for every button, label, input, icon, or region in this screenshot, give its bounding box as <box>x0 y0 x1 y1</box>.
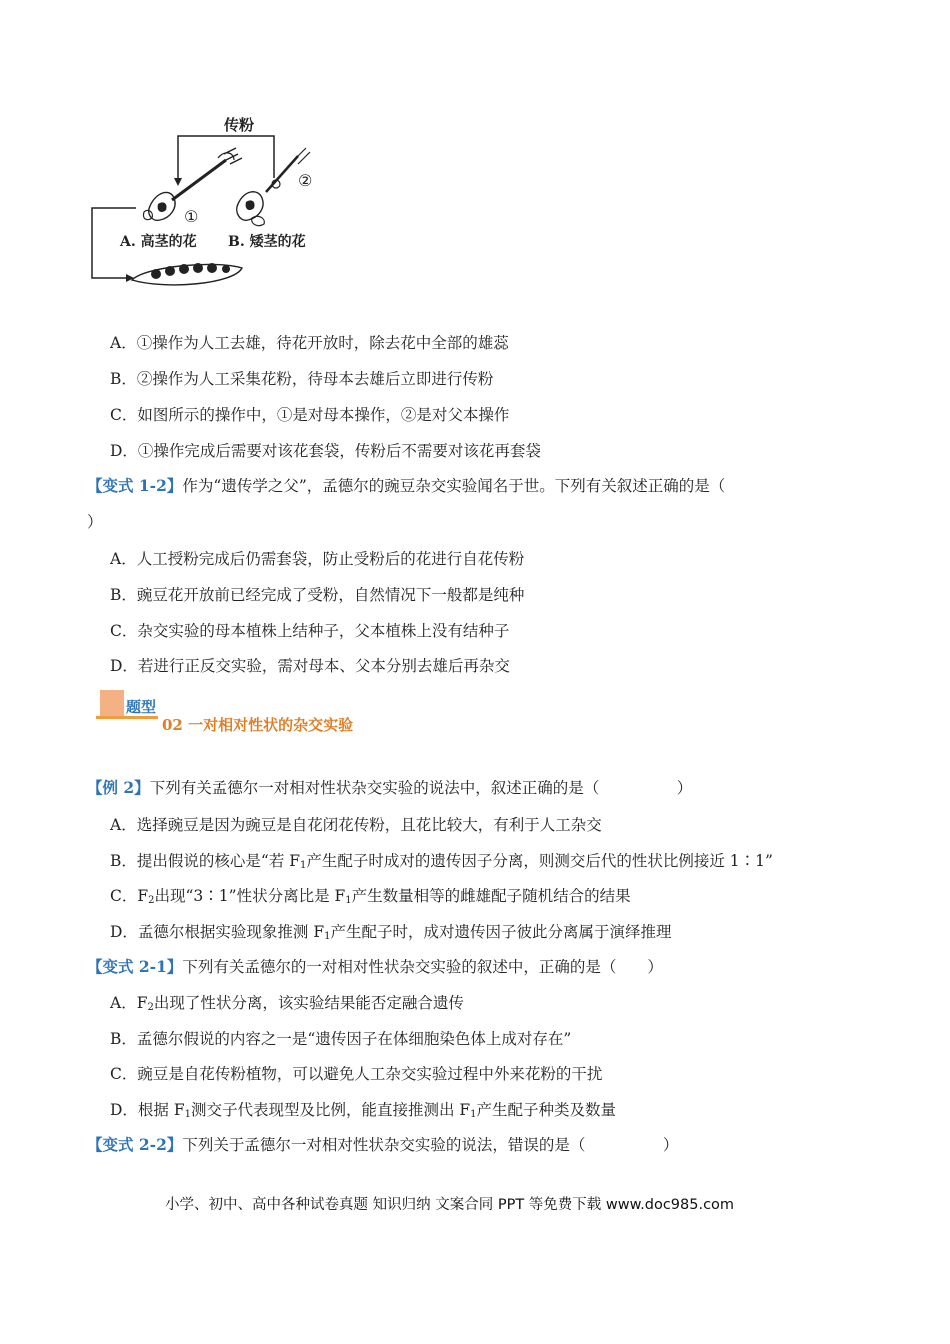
subscript: 1 <box>300 860 307 871</box>
variant-1-2-text: 作为“遗传学之父”，孟德尔的豌豆杂交实验闻名于世。下列有关叙述正确的是（ <box>182 477 726 495</box>
subscript: 1 <box>324 931 331 942</box>
v21-option-d-post: 产生配子种类及数量 <box>476 1101 617 1119</box>
v21-option-c: C．豌豆是自花传粉植物，可以避免人工杂交实验过程中外来花粉的干扰 <box>110 1065 603 1083</box>
ex2-option-c-post: 产生数量相等的雌雄配子随机结合的结果 <box>351 887 631 905</box>
variant-1-2-stem <box>87 474 725 496</box>
ex2-option-d <box>110 920 672 942</box>
ex2-option-b <box>110 849 773 871</box>
v21-option-b: B．孟德尔假说的内容之一是“遗传因子在体细胞染色体上成对存在” <box>110 1030 572 1048</box>
section-heading <box>96 690 386 732</box>
example-2-stem <box>87 776 692 798</box>
ex2-option-b-post: 产生配子时成对的遗传因子分离，则测交后代的性状比例接近 1∶1” <box>306 852 773 870</box>
subscript: 2 <box>148 895 155 906</box>
pollination-bracket <box>178 136 274 178</box>
marker-1: ① <box>184 207 199 226</box>
pollination-diagram-svg <box>86 108 326 294</box>
v12-option-d: D．若进行正反交实验，需对母本、父本分别去雄后再杂交 <box>110 657 510 675</box>
subscript: 1 <box>184 1109 191 1120</box>
ex2-option-d-pre: D．孟德尔根据实验现象推测 F <box>110 923 325 941</box>
variant-2-1-stem <box>87 955 663 977</box>
v21-option-a-post: 出现了性状分离，该实验结果能否定融合遗传 <box>153 994 464 1012</box>
section-title: 02 一对相对性状的杂交实验 <box>162 716 354 734</box>
section-marker-icon <box>100 690 124 716</box>
ex2-option-b-pre: B．提出假说的核心是“若 F <box>110 852 300 870</box>
v21-option-d-mid: 测交子代表现型及比例，能直接推测出 F <box>190 1101 471 1119</box>
example-2-tag: 【例 2】 <box>87 778 150 797</box>
v12-option-b: B．豌豆花开放前已经完成了受粉，自然情况下一般都是纯种 <box>110 586 525 604</box>
variant-2-2-stem <box>87 1133 678 1155</box>
subscript: 1 <box>345 895 352 906</box>
pollination-diagram <box>86 108 326 294</box>
page-footer: 小学、初中、高中各种试卷真题 知识归纳 文案合同 PPT 等免费下载 www.doc985.com <box>165 1197 735 1213</box>
v12-option-c: C．杂交实验的母本植株上结种子，父本植株上没有结种子 <box>110 622 510 640</box>
marker-2: ② <box>298 171 313 190</box>
pea-pod-icon <box>132 263 242 285</box>
q1-option-a: A．①操作为人工去雄，待花开放时，除去花中全部的雄蕊 <box>110 334 509 352</box>
subscript: 1 <box>470 1109 477 1120</box>
variant-1-2-tag: 【变式 1-2】 <box>87 476 183 495</box>
variant-1-2-stem-end: ） <box>87 513 103 531</box>
ex2-option-c-mid: 出现“3∶1”性状分离比是 F <box>154 887 346 905</box>
ex2-option-a: A．选择豌豆是因为豌豆是自花闭花传粉，且花比较大，有利于人工杂交 <box>110 816 602 834</box>
variant-2-2-tag: 【变式 2-2】 <box>87 1135 183 1154</box>
label-a: A. 高茎的花 <box>120 234 197 250</box>
v21-option-a <box>110 991 464 1013</box>
variant-2-1-text: 下列有关孟德尔的一对相对性状杂交实验的叙述中，正确的是（ ） <box>182 958 663 976</box>
v21-option-a-pre: A．F <box>110 994 148 1012</box>
variant-2-2-text: 下列关于孟德尔一对相对性状杂交实验的说法，错误的是（ ） <box>182 1136 679 1154</box>
subscript: 2 <box>147 1002 154 1013</box>
q1-option-c: C．如图所示的操作中，①是对母本操作，②是对父本操作 <box>110 406 510 424</box>
section-underline <box>96 716 126 719</box>
example-2-text: 下列有关孟德尔一对相对性状杂交实验的说法中，叙述正确的是（ ） <box>149 779 693 797</box>
v12-option-a: A．人工授粉完成后仍需套袋，防止受粉后的花进行自花传粉 <box>110 550 525 568</box>
q1-option-b: B．②操作为人工采集花粉，待母本去雄后立即进行传粉 <box>110 370 494 388</box>
variant-2-1-tag: 【变式 2-1】 <box>87 957 183 976</box>
label-b: B. 矮茎的花 <box>228 234 306 250</box>
ex2-option-d-post: 产生配子时，成对遗传因子彼此分离属于演绎推理 <box>330 923 672 941</box>
ex2-option-c <box>110 884 631 906</box>
q1-option-d: D．①操作完成后需要对该花套袋，传粉后不需要对该花再套袋 <box>110 442 541 460</box>
v21-option-d-pre: D．根据 F <box>110 1101 185 1119</box>
ex2-option-c-pre: C．F <box>110 887 149 905</box>
pollination-label: 传粉 <box>224 116 255 134</box>
section-label: 题型 <box>126 698 157 716</box>
arrow-head-icon <box>174 178 182 186</box>
v21-option-d <box>110 1098 616 1120</box>
